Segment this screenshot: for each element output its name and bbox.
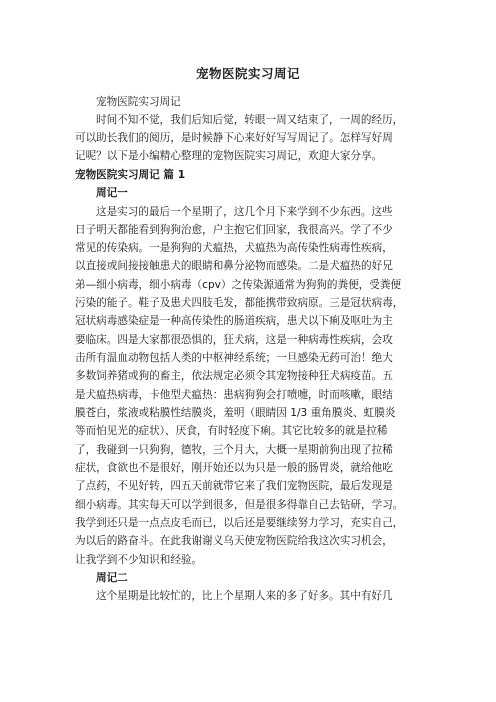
paragraph-line: 细小病毒。其实每天可以学到很多，但是很多得靠自己去钻研，学习。 xyxy=(75,499,404,511)
paragraph-line: 时间不知不觉，我们后知后觉，转眼一周又结束了，一周的经历， xyxy=(96,114,404,126)
paragraph-line: 常见的传染病。一是狗狗的犬瘟热，犬瘟热为高传染性病毒性疾病， xyxy=(75,242,393,254)
paragraph-line: 了点药，不见好转，四五天前就带它来了我们宠物医院，最后发现是 xyxy=(75,480,393,492)
subtitle-line: 宠物医院实习周记 xyxy=(96,96,181,108)
paragraph-line: 多数饲养猪或狗的畜主，依法规定必须令其宠物接种狂犬病疫苗。五 xyxy=(75,370,393,382)
paragraph-line: 等而怕见光的症状）、厌食，有时轻度下痢。其它比较多的就是拉稀 xyxy=(75,425,388,437)
paragraph-line: 了，我碰到一只狗狗，德牧，三个月大，大概一星期前狗出现了拉稀 xyxy=(75,444,393,456)
paragraph-line: 症状，食欲也不是很好，刚开始还以为只是一般的肠胃炎，就给他吃 xyxy=(75,462,393,474)
paragraph-line: 要临床。四是大家都很恐惧的，狂犬病，这是一种病毒性疾病，会攻 xyxy=(75,334,393,346)
paragraph-line: 记呢？以下是小编精心整理的宠物医院实习周记，欢迎大家分享。 xyxy=(75,150,383,162)
paragraph-line: 冠状病毒感染症是一种高传染性的肠道疾病，患犬以下痢及呕吐为主 xyxy=(75,315,393,327)
section-heading: 宠物医院实习周记 篇 1 xyxy=(75,169,186,181)
paragraph-line: 击所有温血动物包括人类的中枢神经系统；一旦感染无药可治！绝大 xyxy=(75,352,393,364)
week-heading: 周记二 xyxy=(96,572,128,584)
paragraph-line: 我学到还只是一点点皮毛而已，以后还是要继续努力学习，充实自己， xyxy=(75,517,404,529)
paragraph-line: 污染的能子。鞋子及患犬四肢毛发，都能携带致病原。三是冠状病毒， xyxy=(75,297,404,309)
paragraph-line: 这是实习的最后一个星期了，这几个月下来学到不少东西。这些 xyxy=(96,206,393,218)
paragraph-line: 是犬瘟热病毒，卡他型犬瘟热：患病狗狗会打喷嚏，时而咳嗽，眼结 xyxy=(75,389,393,401)
week-heading: 周记一 xyxy=(96,187,128,199)
paragraph-line: 以直接或间接接触患犬的眼睛和鼻分泌物而感染。二是犬瘟热的好兄 xyxy=(75,260,393,272)
paragraph-line: 这个星期是比较忙的，比上个星期人来的多了好多。其中有好几 xyxy=(96,590,393,602)
paragraph-line: 让我学到不少知识和经验。 xyxy=(75,554,203,566)
paragraph-line: 可以助长我们的阅历，是时候静下心来好好写写周记了。怎样写好周 xyxy=(75,132,393,144)
page-title: 宠物医院实习周记 xyxy=(195,66,300,81)
paragraph-line: 为以后的路奋斗。在此我谢谢义乌天使宠物医院给我这次实习机会， xyxy=(75,535,393,547)
paragraph-line: 膜苍白，浆液或粘膜性结膜炎，羞明（眼睛因 1/3 重角膜炎、虹膜炎 xyxy=(75,407,396,419)
paragraph-line: 弟—细小病毒，细小病毒（cpv）之传染源通常为狗狗的粪便，受粪便 xyxy=(75,279,402,291)
paragraph-line: 日子明天都能看到狗狗治愈，户主抱它们回家，我很高兴。学了不少 xyxy=(75,224,393,236)
